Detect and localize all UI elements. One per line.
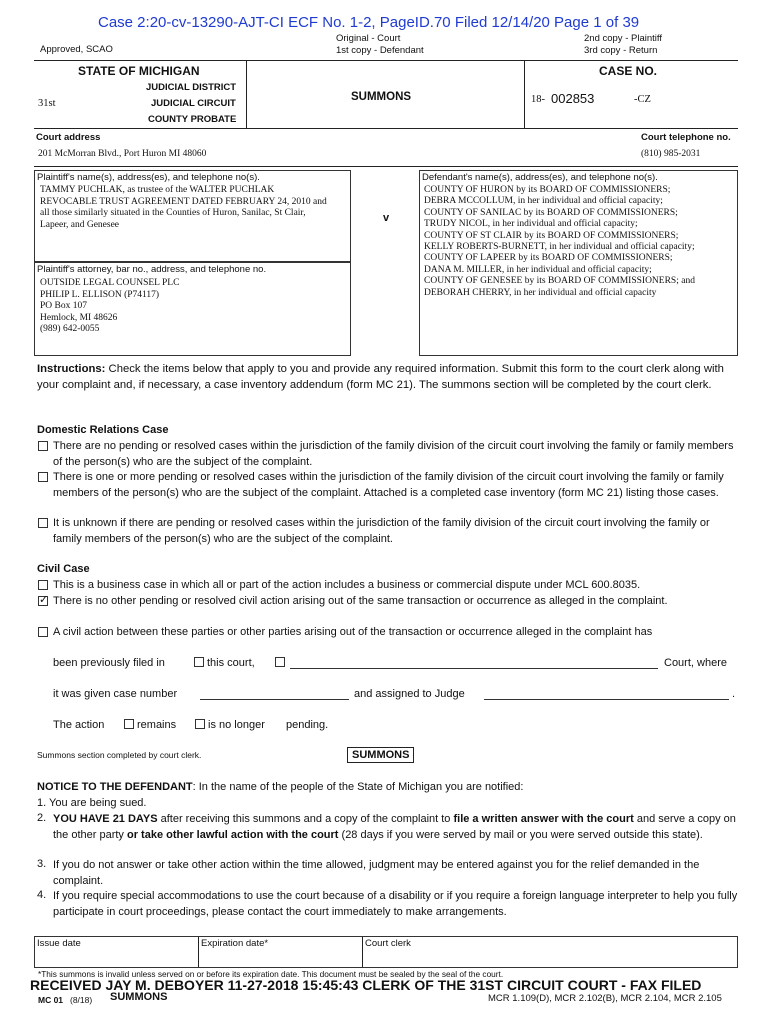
court-where-label: Court, where (664, 657, 727, 669)
notice-21-days: YOU HAVE 21 DAYS (53, 813, 158, 825)
court-phone: (810) 985-2031 (641, 149, 701, 159)
attorney-line: Hemlock, MI 48626 (40, 312, 118, 323)
case-suffix: -CZ (634, 94, 651, 105)
form-revision: (8/18) (70, 995, 93, 1005)
attorney-line: PHILIP L. ELLISON (P74117) (40, 289, 160, 300)
plaintiff-label: Plaintiff's name(s), address(es), and telephone no(s). (37, 172, 260, 183)
court-phone-label: Court telephone no. (641, 132, 731, 143)
case-number: 002853 (551, 91, 595, 106)
copy-return: 3rd copy - Return (584, 45, 658, 56)
defendant-line: COUNTY OF ST CLAIR by its BOARD OF COMMISSIONERS; (424, 230, 679, 241)
rule-v2 (524, 60, 525, 128)
defendant-line: COUNTY OF SANILAC by its BOARD OF COMMISSIONERS; (424, 207, 678, 218)
notice-item-2 (53, 812, 743, 843)
civil-option-2: There is no other pending or resolved civil action arising out of the same transaction or occurrence as alleged in the complaint. (53, 595, 668, 607)
notice-written-answer: file a written answer with the court (453, 813, 634, 825)
invalid-note: *This summons is invalid unless served on or before its expiration date. This document must be sealed by the seal of the court. (38, 969, 504, 979)
form-name: SUMMONS (110, 991, 168, 1003)
notice-lead: NOTICE TO THE DEFENDANT (37, 781, 193, 793)
issue-table-divider-2 (362, 937, 363, 967)
civil-option-3-checkbox[interactable] (38, 627, 48, 637)
filed-in-label: been previously filed in (53, 657, 165, 669)
notice-item-3: If you do not answer or take other action within the time allowed, judgment may be entered against you for the relief demanded in the complaint. (53, 859, 700, 887)
defendant-line: TRUDY NICOL, in her individual and official capacity; (424, 219, 638, 230)
civil-option-3: A civil action between these parties or other parties arising out of the transaction or occurrence alleged in the complaint has (53, 626, 653, 638)
rule-address (34, 166, 738, 167)
plaintiff-names (40, 185, 327, 231)
civil-option-1-checkbox[interactable] (38, 580, 48, 590)
versus-label: v (383, 212, 390, 224)
notice-intro: : In the name of the people of the State of Michigan you are notified: (192, 781, 524, 793)
issue-table-divider-1 (198, 937, 199, 967)
defendant-line: DEBRA MCCOLLUM, in her individual and official capacity; (424, 196, 663, 207)
notice-item-2-text-c: (28 days if you were served by mail or you were served outside this state). (338, 828, 703, 841)
notice-item-2-text-b: and serve a copy on the other party (53, 813, 736, 841)
defendant-line: COUNTY OF HURON by its BOARD OF COMMISSIONERS; (424, 185, 671, 195)
action-label: The action (53, 719, 105, 731)
judicial-circuit-label: JUDICIAL CIRCUIT (151, 98, 236, 109)
form-title: SUMMONS (351, 91, 412, 103)
expiration-date-label: Expiration date* (201, 938, 269, 949)
attorney-line: (989) 642-0055 (40, 324, 100, 334)
domestic-option-2-checkbox[interactable] (38, 472, 48, 482)
county-probate-label: COUNTY PROBATE (148, 114, 237, 125)
plaintiff-line: REVOCABLE TRUST AGREEMENT DATED FEBRUARY 24, 2010 and (40, 196, 327, 207)
case-no-label: CASE NO. (599, 64, 658, 78)
domestic-option-3: It is unknown if there are pending or resolved cases within the jurisdiction of the family division of the circuit court involving the family or family members of the person(s) who are the subject of the complaint. (53, 517, 710, 545)
domestic-option-3-checkbox[interactable] (38, 518, 48, 528)
notice-item-2-text-a: after receiving this summons and a copy of the complaint to (157, 813, 454, 825)
notice-item-1: 1. You are being sued. (37, 797, 147, 809)
attorney-info (40, 278, 179, 336)
defendant-line: KELLY ROBERTS-BURNETT, in her individual and official capacity; (424, 242, 695, 253)
notice-item-4: If you require special accommodations to use the court because of a disability or if you require a foreign language interpreter to help you fully participate in court proceedings, please contact the court immediately to make arrangements. (53, 890, 738, 918)
rule-mid (34, 128, 738, 129)
civil-heading: Civil Case (37, 563, 90, 575)
domestic-option-2: There is one or more pending or resolved cases within the jurisdiction of the family division of the circuit court involving the family or family members of the person(s) who are the subject of the complaint. Attached is a completed case inventory (form MC 21) listing those cases. (53, 471, 724, 499)
notice-item-4-number: 4. (37, 889, 47, 901)
circuit-number: 31st (38, 98, 56, 109)
court-address: 201 McMorran Blvd., Port Huron MI 48060 (38, 149, 207, 159)
notice-lawful-action: or take other lawful action with the court (127, 828, 339, 841)
domestic-option-1-checkbox[interactable] (38, 441, 48, 451)
instructions (37, 362, 737, 393)
rule-v1 (246, 60, 247, 128)
judicial-district-label: JUDICIAL DISTRICT (146, 82, 237, 93)
this-court-checkbox[interactable] (194, 657, 204, 667)
this-court-label: this court, (207, 657, 255, 669)
approved-label: Approved, SCAO (40, 44, 113, 55)
remains-checkbox[interactable] (124, 719, 134, 729)
defendant-line: COUNTY OF LAPEER by its BOARD OF COMMISSIONERS; (424, 253, 673, 264)
plaintiff-line: TAMMY PUCHLAK, as trustee of the WALTER PUCHLAK (40, 185, 275, 195)
notice-item-3-number: 3. (37, 858, 47, 870)
defendant-line: DEBORAH CHERRY, in her individual and official capacity (424, 287, 657, 298)
issue-table (34, 936, 738, 968)
notice-heading (37, 781, 523, 793)
summons-section-note: Summons section completed by court clerk. (37, 750, 202, 760)
court-clerk-label: Court clerk (365, 938, 411, 949)
attorney-box (34, 262, 351, 356)
plaintiff-box (34, 170, 351, 262)
form-id: MC 01 (38, 995, 64, 1005)
defendant-names (424, 185, 695, 299)
civil-option-1: This is a business case in which all or part of the action includes a business or commercial dispute under MCL 600.8035. (53, 579, 641, 591)
copy-plaintiff: 2nd copy - Plaintiff (584, 33, 662, 44)
copy-original: Original - Court (336, 33, 401, 44)
state-name: STATE OF MICHIGAN (78, 64, 200, 78)
prior-case-number-field[interactable] (200, 699, 349, 700)
pending-label: pending. (286, 719, 329, 731)
plaintiff-line: Lapeer, and Genesee (40, 219, 120, 230)
court-address-label: Court address (36, 132, 101, 143)
plaintiff-line: all those similarly situated in the Counties of Huron, Sanilac, St Clair, (40, 208, 306, 218)
defendant-line: DANA M. MILLER, in her individual and official capacity; (424, 264, 652, 275)
attorney-line: PO Box 107 (40, 301, 87, 311)
judge-period: . (732, 688, 736, 700)
domestic-option-1: There are no pending or resolved cases within the jurisdiction of the family division of the circuit court involving the family or family members of the person(s) who are the subject of the complaint. (53, 440, 734, 468)
defendant-label: Defendant's name(s), address(es), and telephone no(s). (422, 172, 658, 183)
attorney-label: Plaintiff's attorney, bar no., address, and telephone no. (37, 264, 267, 275)
case-stamp: Case 2:20-cv-13290-AJT-CI ECF No. 1-2, PageID.70 Filed 12/14/20 Page 1 of 39 (98, 14, 640, 31)
notice-item-2-number: 2. (37, 812, 47, 824)
other-court-field[interactable] (290, 668, 658, 669)
case-prefix: 18- (531, 94, 545, 105)
case-number-label: it was given case number (53, 688, 178, 700)
domestic-heading: Domestic Relations Case (37, 424, 169, 436)
defendant-box (419, 170, 738, 356)
instructions-lead: Instructions: (37, 363, 106, 375)
summons-section-label: SUMMONS (347, 747, 414, 763)
civil-option-2-checkbox[interactable] (38, 596, 48, 606)
court-rules: MCR 1.109(D), MCR 2.102(B), MCR 2.104, MCR 2.105 (488, 993, 722, 1004)
attorney-line: OUTSIDE LEGAL COUNSEL PLC (40, 278, 180, 288)
judge-field[interactable] (484, 699, 729, 700)
copy-defendant: 1st copy - Defendant (336, 45, 424, 56)
no-longer-checkbox[interactable] (195, 719, 205, 729)
fax-filed-stamp: RECEIVED JAY M. DEBOYER 11-27-2018 15:45:43 CLERK OF THE 31ST CIRCUIT COURT - FAX FILED (30, 977, 702, 993)
rule-top (34, 60, 738, 61)
other-court-checkbox[interactable] (275, 657, 285, 667)
no-longer-label: is no longer (208, 719, 265, 731)
assigned-judge-label: and assigned to Judge (354, 688, 465, 700)
issue-date-label: Issue date (37, 938, 81, 949)
defendant-line: COUNTY OF GENESEE by its BOARD OF COMMISSIONERS; and (424, 276, 695, 287)
remains-label: remains (137, 719, 177, 731)
instructions-text: Check the items below that apply to you and provide any required information. Submit this form to the court clerk along with your complaint and, if necessary, a case inventory addendum (form MC 21). The summons section will be completed by the court clerk. (37, 363, 724, 391)
